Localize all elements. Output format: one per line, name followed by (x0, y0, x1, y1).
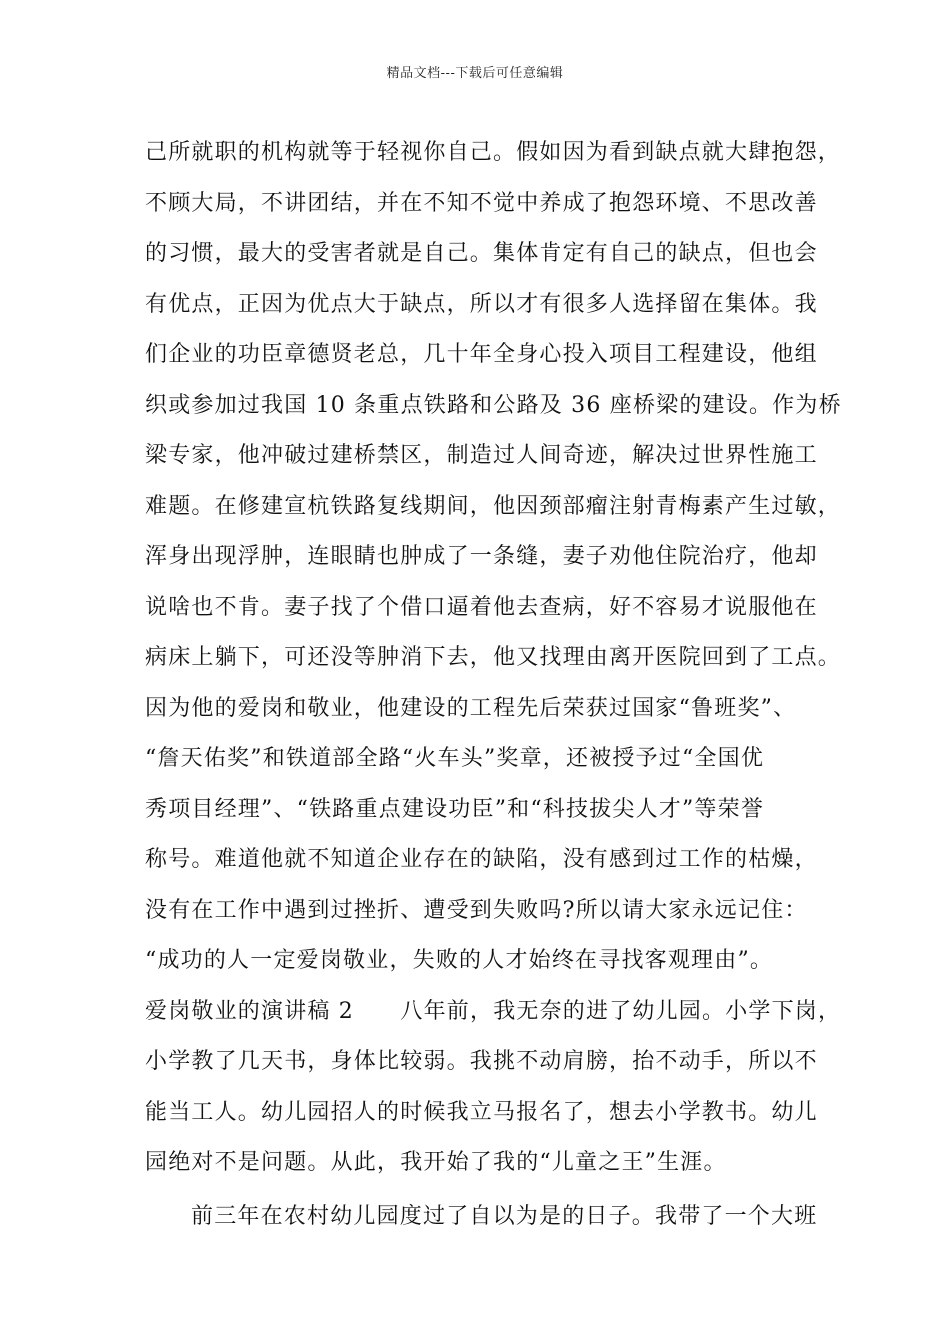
text-line: 己所就职的机构就等于轻视你自己。假如因为看到缺点就大肆抱怨， (145, 140, 842, 165)
text-line: 称号。难道他就不知道企业存在的缺陷，没有感到过工作的枯燥， (145, 847, 818, 872)
text-line: 织或参加过我国 10 条重点铁路和公路及 36 座桥梁的建设。作为桥 (145, 392, 842, 418)
text-line: 没有在工作中遇到过挫折、遭受到失败吗?所以请大家永远记住： (145, 897, 808, 923)
paragraph-first-line: 前三年在农村幼儿园度过了自以为是的日子。我带了一个大班 (191, 1203, 818, 1229)
text-line: 不顾大局，不讲团结，并在不知不觉中养成了抱怨环境、不思改善 (145, 190, 818, 216)
text-line: 梁专家，他冲破过建桥禁区，制造过人间奇迹，解决过世界性施工 (145, 443, 818, 468)
text-line: 秀项目经理”、“铁路重点建设功臣”和“科技拔尖人才”等荣誉 (145, 796, 765, 822)
text-line: “成功的人一定爱岗敬业，失败的人才始终在寻找客观理由”。 (145, 948, 774, 973)
text-line: 因为他的爱岗和敬业，他建设的工程先后荣获过国家“鲁班奖”、 (145, 695, 797, 721)
text-line: 的习惯，最大的受害者就是自己。集体肯定有自己的缺点，但也会 (145, 241, 818, 266)
page-header: 精品文档---下载后可任意编辑 (386, 66, 564, 81)
document-body (145, 128, 842, 1242)
text-line: 园绝对不是问题。从此，我开始了我的“儿童之王”生涯。 (145, 1150, 727, 1175)
text-line: 爱岗敬业的演讲稿 2 八年前，我无奈的进了幼儿园。小学下岗， (145, 998, 842, 1024)
text-line: 难题。在修建宣杭铁路复线期间，他因颈部瘤注射青梅素产生过敏， (145, 493, 842, 519)
text-line: 小学教了几天书，身体比较弱。我挑不动肩膀，抬不动手，所以不 (145, 1049, 818, 1074)
text-line: 说啥也不肯。妻子找了个借口逼着他去查病，好不容易才说服他在 (145, 594, 818, 620)
text-line: 能当工人。幼儿园招人的时候我立马报名了，想去小学教书。幼儿 (145, 1099, 818, 1125)
text-line: 病床上躺下，可还没等肿消下去，他又找理由离开医院回到了工点。 (145, 645, 842, 670)
text-line: “詹天佑奖”和铁道部全路“火车头”奖章，还被授予过“全国优 (145, 746, 765, 771)
text-line: 浑身出现浮肿，连眼睛也肿成了一条缝，妻子劝他住院治疗，他却 (145, 544, 818, 569)
text-line: 有优点，正因为优点大于缺点，所以才有很多人选择留在集体。我 (145, 291, 818, 317)
text-line: 们企业的功臣章德贤老总，几十年全身心投入项目工程建设，他组 (145, 342, 818, 367)
